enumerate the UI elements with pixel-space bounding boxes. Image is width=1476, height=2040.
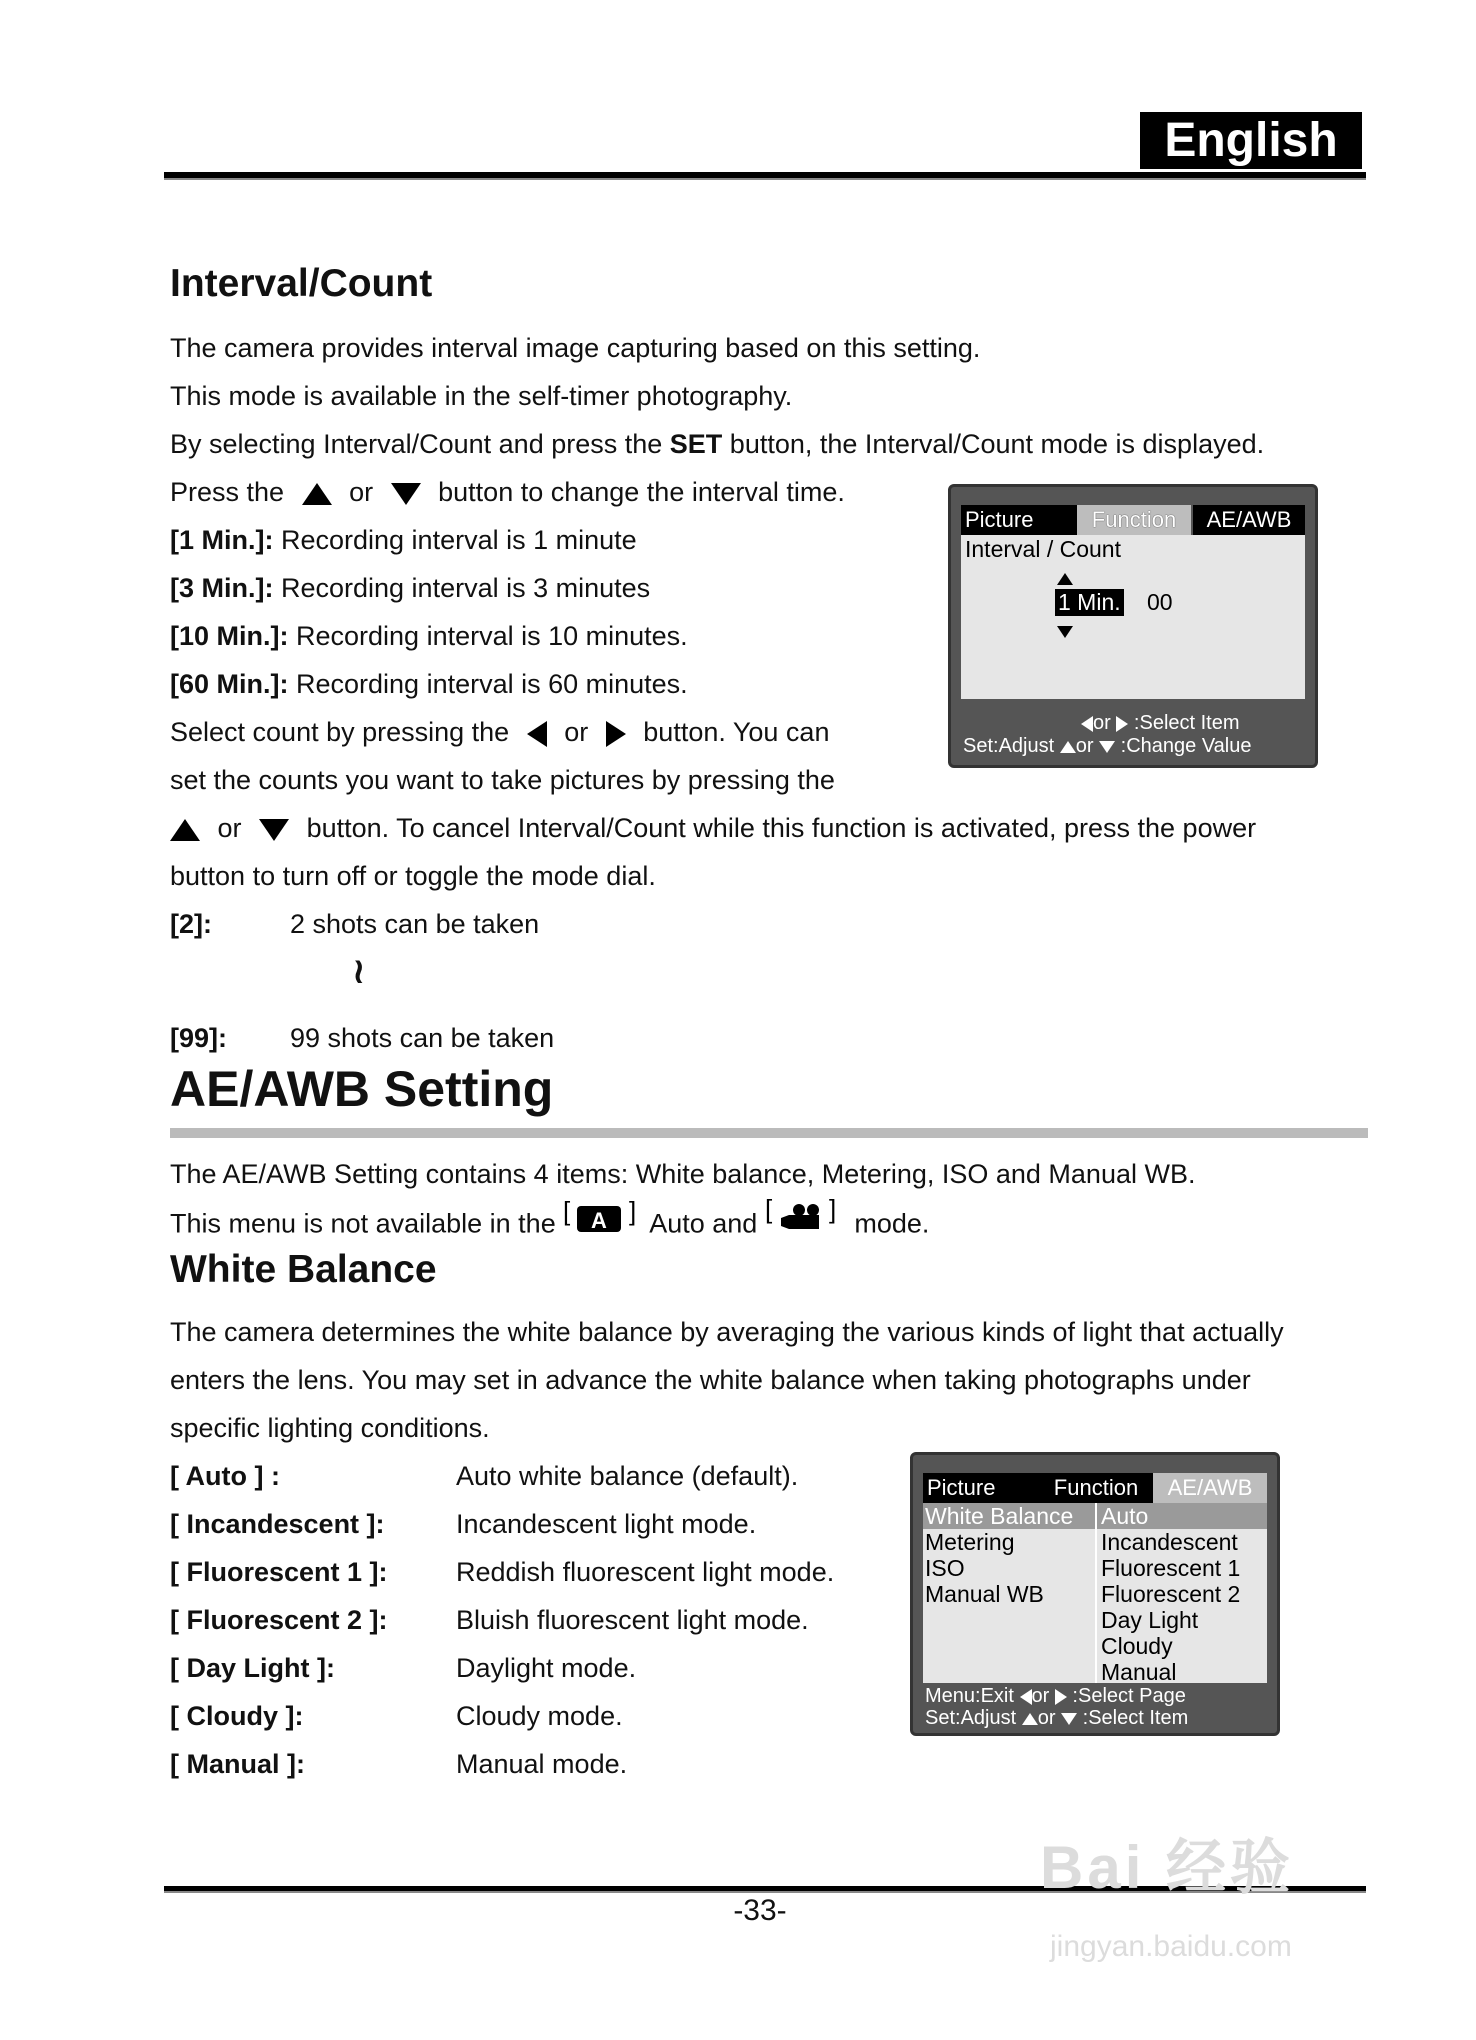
cancel-post-text: button. To cancel Interval/Count while this function is activated, press the power <box>306 813 1257 843</box>
lcd-tab-function: Function <box>1039 1473 1153 1503</box>
lcd-tab-aeawb: AE/AWB <box>1193 505 1305 535</box>
option-row <box>170 612 688 660</box>
wb-desc: Auto white balance (default). <box>456 1461 799 1491</box>
lcd-footer-1: or :Select Item <box>1081 712 1240 735</box>
option-key: [3 Min.]: <box>170 573 274 603</box>
watermark-url: jingyan.baidu.com <box>1050 1930 1292 1963</box>
svg-text:]: ] <box>828 1198 837 1224</box>
lcd-right-item: Cloudy <box>1101 1633 1173 1659</box>
wb-desc: Bluish fluorescent light mode. <box>456 1605 809 1635</box>
interval-press-line <box>170 468 845 516</box>
wb-desc: Incandescent light mode. <box>456 1509 757 1539</box>
select-count-post: button. You can <box>643 717 830 747</box>
header-rule <box>164 172 1366 180</box>
wb-key: [ Manual ]: <box>170 1749 305 1779</box>
right-arrow-icon <box>606 721 626 747</box>
language-badge: English <box>1140 112 1362 169</box>
wb-desc: Reddish fluorescent light mode. <box>456 1557 835 1587</box>
interval-p3-pre: By selecting Interval/Count and press the <box>170 429 670 459</box>
set-keyword: SET <box>669 429 723 459</box>
lcd-footer-2: Set:Adjust or :Select Item <box>925 1707 1189 1729</box>
auto-mode-icon <box>563 1198 649 1253</box>
lcd-right-item: Manual <box>1101 1659 1177 1685</box>
lcd-label: Interval / Count <box>965 536 1121 562</box>
wb-desc: Manual mode. <box>456 1749 628 1779</box>
interval-p3 <box>170 420 1264 468</box>
option-text: Recording interval is 10 minutes. <box>288 621 688 651</box>
lcd-footer-1: Menu:Exit or :Select Page <box>925 1685 1186 1707</box>
watermark-logo: Bai 经验 <box>1040 1834 1295 1901</box>
option-text: Recording interval is 1 minute <box>273 525 637 555</box>
lcd-tab-picture: Picture <box>923 1473 1043 1503</box>
lcd-left-item: ISO <box>925 1555 965 1581</box>
option-row <box>170 660 688 708</box>
option-text: Recording interval is 3 minutes <box>273 573 651 603</box>
lcd-divider <box>1095 1503 1097 1683</box>
select-count-pre: Select count by pressing the <box>170 717 510 747</box>
page-number: -33- <box>733 1894 787 1927</box>
svg-text:[: [ <box>764 1198 773 1224</box>
press-the-text: Press the <box>170 477 285 507</box>
aeawb-p2: This menu is not available in the [ A ] Auto and [ ] mode. <box>170 1198 929 1253</box>
select-count-line <box>170 708 829 756</box>
wb-desc: Cloudy mode. <box>456 1701 623 1731</box>
set-counts-line: set the counts you want to take pictures by pressing the <box>170 765 835 795</box>
aeawb-title: AE/AWB Setting <box>170 1061 554 1117</box>
or-text: or <box>564 717 589 747</box>
lcd-tab-aeawb: AE/AWB <box>1153 1473 1267 1503</box>
up-arrow-icon <box>170 819 200 841</box>
movie-mode-icon <box>765 1198 847 1253</box>
range-symbol: ≀ <box>352 950 366 991</box>
lcd-wb-screen <box>910 1452 1280 1736</box>
lcd-right-item: Fluorescent 1 <box>1101 1555 1241 1581</box>
svg-text:A: A <box>591 1208 608 1233</box>
option-key: [10 Min.]: <box>170 621 289 651</box>
lcd-interval-screen <box>948 484 1318 768</box>
lcd-up-icon <box>1057 570 1073 588</box>
svg-text:[: [ <box>563 1198 571 1226</box>
lcd-left-item: Metering <box>925 1529 1015 1555</box>
interval-p2: This mode is available in the self-timer photography. <box>170 381 793 411</box>
option-key: [60 Min.]: <box>170 669 289 699</box>
wb-title: White Balance <box>170 1248 437 1291</box>
left-arrow-icon <box>527 721 547 747</box>
or-text: or <box>349 477 374 507</box>
up-arrow-icon <box>302 483 332 505</box>
option-row <box>170 564 650 612</box>
lcd-tab-picture: Picture <box>961 505 1085 535</box>
lcd-footer-2: Set:Adjust or :Change Value <box>963 735 1252 757</box>
toggle-line: button to turn off or toggle the mode dial. <box>170 861 656 891</box>
count-text: 99 shots can be taken <box>290 1023 555 1053</box>
wb-key: [ Fluorescent 1 ]: <box>170 1557 388 1587</box>
lcd-tab-function: Function <box>1077 505 1191 535</box>
interval-p3-post: button, the Interval/Count mode is displayed. <box>722 429 1265 459</box>
option-row <box>170 516 637 564</box>
count-key: [99]: <box>170 1023 228 1053</box>
down-arrow-icon <box>391 483 421 505</box>
option-key: [1 Min.]: <box>170 525 274 555</box>
lcd-right-item: Auto <box>1101 1503 1149 1529</box>
press-post-text: button to change the interval time. <box>438 477 845 507</box>
lcd-left-item: Manual WB <box>925 1581 1044 1607</box>
count-key: [2]: <box>170 909 212 939</box>
interval-title: Interval/Count <box>170 262 433 305</box>
interval-p1: The camera provides interval image capturing based on this setting. <box>170 333 981 363</box>
wb-key: [ Fluorescent 2 ]: <box>170 1605 388 1635</box>
lcd-value: 1 Min. <box>1055 589 1124 616</box>
lcd-right-item: Fluorescent 2 <box>1101 1581 1241 1607</box>
lcd-down-icon <box>1057 623 1073 641</box>
count-text: 2 shots can be taken <box>290 909 540 939</box>
wb-p1: The camera determines the white balance by averaging the various kinds of light that actually <box>170 1317 1284 1347</box>
section-rule <box>170 1128 1368 1138</box>
lcd-left-item: White Balance <box>925 1503 1074 1529</box>
wb-key: [ Day Light ]: <box>170 1653 335 1683</box>
or-text: or <box>217 813 242 843</box>
lcd-count: 00 <box>1147 589 1173 615</box>
wb-p2: enters the lens. You may set in advance the white balance when taking photographs under <box>170 1365 1251 1395</box>
wb-key: [ Auto ] : <box>170 1461 280 1491</box>
wb-key: [ Cloudy ]: <box>170 1701 304 1731</box>
wb-p3: specific lighting conditions. <box>170 1413 490 1443</box>
cancel-line <box>170 804 1256 852</box>
svg-text:]: ] <box>629 1198 637 1226</box>
down-arrow-icon <box>259 819 289 841</box>
lcd-right-item: Day Light <box>1101 1607 1199 1633</box>
wb-key: [ Incandescent ]: <box>170 1509 385 1539</box>
lcd-right-item: Incandescent <box>1101 1529 1238 1555</box>
aeawb-p1: The AE/AWB Setting contains 4 items: White balance, Metering, ISO and Manual WB. <box>170 1159 1196 1189</box>
option-text: Recording interval is 60 minutes. <box>288 669 688 699</box>
wb-desc: Daylight mode. <box>456 1653 637 1683</box>
